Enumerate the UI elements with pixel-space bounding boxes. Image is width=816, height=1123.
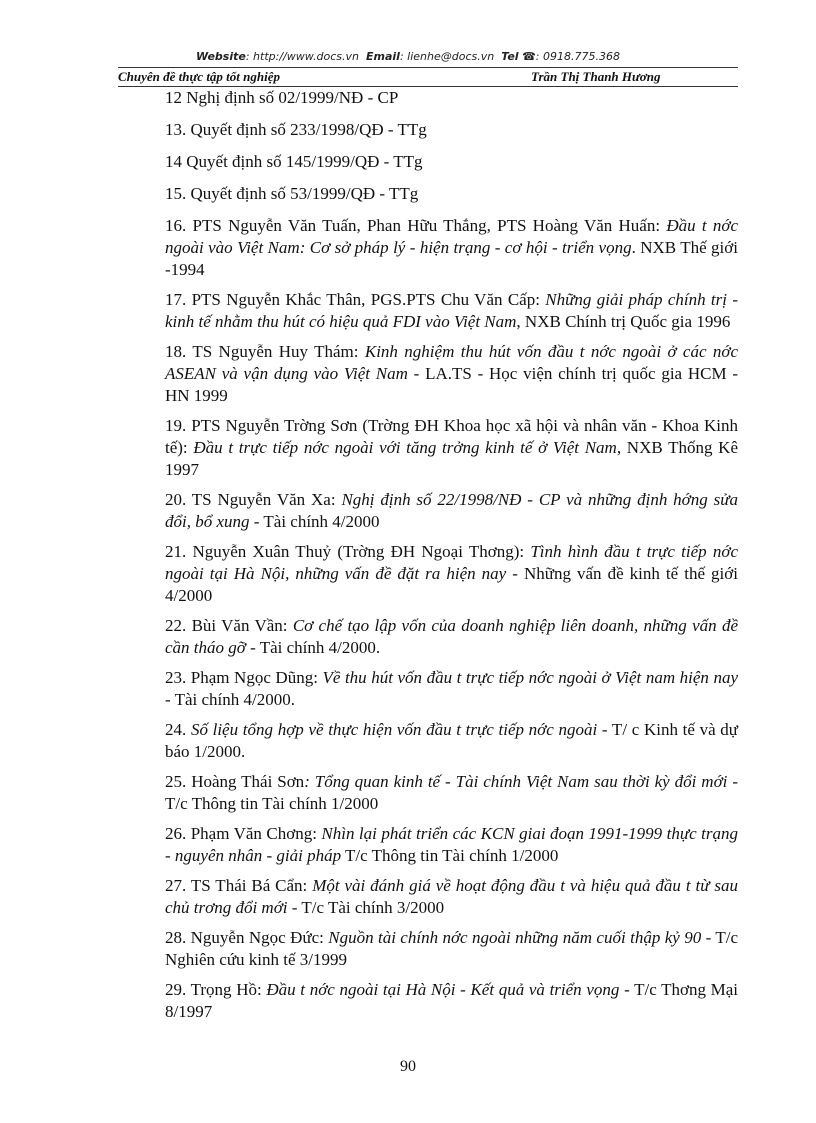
reference-item (165, 823, 738, 867)
reference-title: Những giải pháp chính trị - kinh tế nhằm thu hút có hiệu quả FDI vào Việt Nam (165, 290, 738, 331)
reference-source: - T/c Thông tin Tài chính 1/2000 (165, 772, 738, 813)
reference-item (165, 215, 738, 281)
reference-author: 27. TS Thái Bá Cẩn: (165, 876, 313, 895)
reference-author: 29. Trọng Hồ: (165, 980, 267, 999)
reference-author: 17. PTS Nguyễn Khắc Thân, PGS.PTS Chu Văn Cấp: (165, 290, 546, 309)
website-value: : http://www.docs.vn (245, 50, 360, 63)
reference-item (165, 541, 738, 607)
reference-title: Kinh nghiệm thu hút vốn đầu t nớc ngoài ở các nớc ASEAN và vận dụng vào Việt Nam (165, 342, 738, 383)
site-contact-line (0, 50, 816, 63)
reference-item (165, 183, 738, 205)
reference-author: 18. TS Nguyễn Huy Thám: (165, 342, 365, 361)
reference-text: 13. Quyết định số 233/1998/QĐ - TTg (165, 120, 427, 139)
reference-author: 22. Bùi Văn Vần: (165, 616, 293, 635)
reference-item (165, 719, 738, 763)
reference-title: Nhìn lại phát triển các KCN giai đoạn 1991-1999 thực trạng - nguyên nhân - giải pháp (165, 824, 738, 865)
reference-source: , NXB Thống Kê 1997 (165, 438, 739, 479)
tel-label: Tel (501, 50, 519, 63)
reference-item (165, 615, 738, 659)
reference-source: - Tài chính 4/2000 (249, 512, 380, 531)
reference-source: - T/c Tài chính 3/2000 (287, 898, 445, 917)
page-number: 90 (400, 1058, 416, 1075)
reference-author: 26. Phạm Văn Chơng: (165, 824, 322, 843)
reference-item (165, 979, 738, 1023)
reference-title: : Tổng quan kinh tế - Tài chính Việt Nam sau thời kỳ đổi mới (304, 772, 728, 791)
tel-value: : 0918.775.368 (535, 50, 620, 63)
email-label: Email (366, 50, 400, 63)
page-header (118, 67, 738, 87)
reference-item (165, 667, 738, 711)
reference-source: , NXB Chính trị Quốc gia 1996 (516, 312, 731, 331)
reference-author: 23. Phạm Ngọc Dũng: (165, 668, 323, 687)
reference-source: - Tài chính 4/2000. (165, 690, 295, 709)
reference-author: 25. Hoàng Thái Sơn (165, 772, 305, 791)
reference-author: 19. PTS Nguyễn Trờng Sơn (Trờng ĐH Khoa học xã hội và nhân văn - Khoa Kinh tế): (165, 416, 738, 457)
reference-author: 24. (165, 720, 191, 739)
reference-title: Đầu t trực tiếp nớc ngoài với tăng trởng kinh tế ở Việt Nam (193, 438, 617, 457)
reference-text: 14 Quyết định số 145/1999/QĐ - TTg (165, 152, 423, 171)
reference-author: 21. Nguyễn Xuân Thuỷ (Trờng ĐH Ngoại Thơng): (165, 542, 531, 561)
reference-item (165, 771, 738, 815)
reference-source: - T/c Thơng Mại 8/1997 (165, 980, 739, 1021)
reference-item (165, 489, 738, 533)
reference-item (165, 875, 738, 919)
reference-source: - T/ c Kinh tế và dự báo 1/2000. (165, 720, 739, 761)
reference-author: 28. Nguyễn Ngọc Đức: (165, 928, 329, 947)
reference-item (165, 289, 738, 333)
header-title: Chuyên đề thực tập tốt nghiệp (118, 69, 280, 84)
reference-author: 16. PTS Nguyễn Văn Tuấn, Phan Hữu Thắng, PTS Hoàng Văn Huấn: (165, 216, 667, 235)
reference-source: - T/c Nghiên cứu kinh tế 3/1999 (165, 928, 738, 969)
reference-item (165, 151, 738, 173)
reference-item (165, 87, 738, 109)
reference-title: Nguồn tài chính nớc ngoài những năm cuối thập kỷ 90 (328, 928, 702, 947)
reference-item (165, 119, 738, 141)
website-label: Website (196, 50, 246, 63)
reference-title: Số liệu tổng hợp về thực hiện vốn đầu t trực tiếp nớc ngoài (190, 720, 598, 739)
reference-item (165, 927, 738, 971)
reference-source: - LA.TS - Học viện chính trị quốc gia HCM - HN 1999 (165, 364, 739, 405)
reference-author: 20. TS Nguyễn Văn Xa: (165, 490, 342, 509)
reference-text: 15. Quyết định số 53/1999/QĐ - TTg (165, 184, 419, 203)
reference-title: Đầu t nớc ngoài vào Việt Nam: Cơ sở pháp lý - hiện trạng - cơ hội - triển vọng (165, 216, 738, 257)
reference-source: . NXB Thế giới -1994 (165, 238, 738, 279)
header-author: Trần Thị Thanh Hương (531, 69, 661, 84)
reference-source: - Những vấn đề kinh tế thế giới 4/2000 (165, 564, 738, 605)
reference-title: Một vài đánh giá về hoạt động đầu t và hiệu quả đầu t từ sau chủ trơng đổi mới (165, 876, 738, 917)
reference-source: - Tài chính 4/2000. (245, 638, 381, 657)
reference-title: Về thu hút vốn đầu t trực tiếp nớc ngoài ở Việt nam hiện nay (322, 668, 739, 687)
phone-icon: ☎ (522, 50, 536, 63)
email-value: : lienhe@docs.vn (399, 50, 495, 63)
reference-item (165, 341, 738, 407)
reference-title: Nghị định số 22/1998/NĐ - CP và những định hớng sửa đổi, bổ xung (165, 490, 738, 531)
reference-item (165, 415, 738, 481)
reference-title: Tình hình đầu t trực tiếp nớc ngoài tại Hà Nội, những vấn đề đặt ra hiện nay (165, 542, 738, 583)
reference-source: T/c Thông tin Tài chính 1/2000 (341, 846, 559, 865)
reference-title: Đầu t nớc ngoài tại Hà Nội - Kết quả và triển vọng (266, 980, 620, 999)
reference-list (165, 87, 738, 1031)
reference-text: 12 Nghị định số 02/1999/NĐ - CP (165, 88, 399, 107)
reference-title: Cơ chế tạo lập vốn của doanh nghiệp liên doanh, những vấn đề cần tháo gỡ (165, 616, 738, 657)
